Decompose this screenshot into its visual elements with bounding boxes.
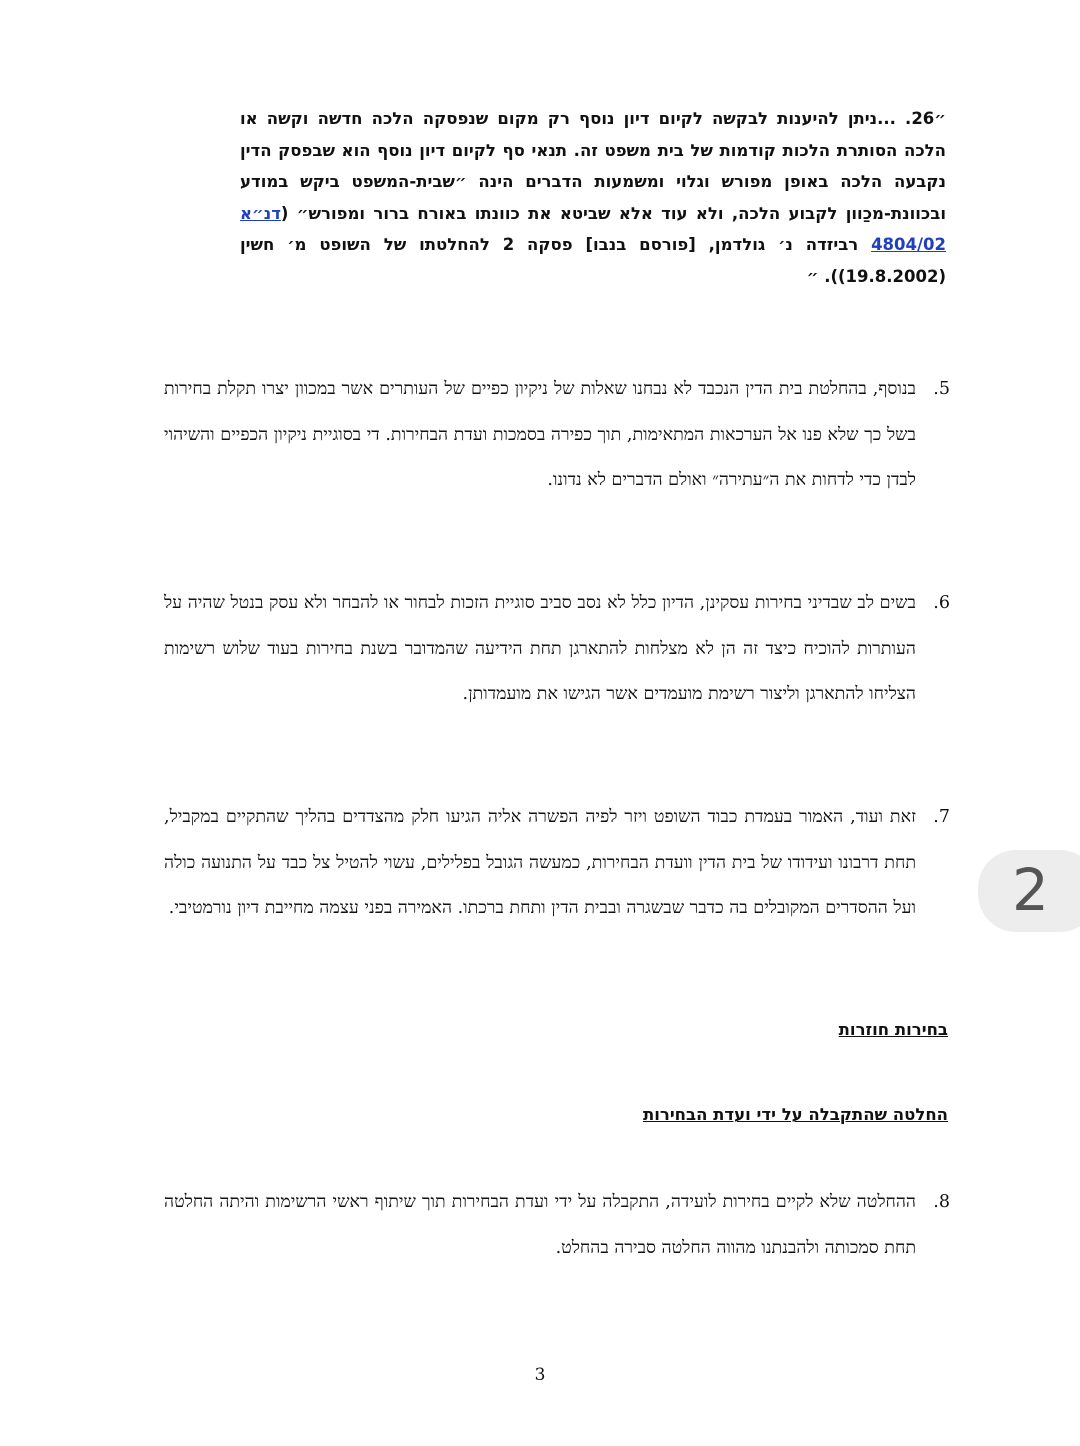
paragraph-8 [164, 1180, 950, 1271]
page-number: 3 [534, 1365, 546, 1385]
quote-text-after-link: רביזדה נ׳ גולדמן, [פורסם בנבו] פסקה 2 להחלטתו של השופט מ׳ חשין (19.8.2002)). ״ [240, 235, 946, 286]
paragraph-number: 8. [933, 1192, 950, 1212]
case-citation-link[interactable]: דנ״א 4804/02 [240, 203, 946, 254]
section-heading-repeat-elections: בחירות חוזרות [838, 1020, 948, 1039]
paragraph-6 [164, 581, 950, 718]
page-count-badge-label: 2 [1012, 856, 1049, 924]
paragraph-text: בשים לב שבדיני בחירות עסקינן, הדיון כלל לא נסב סביב סוגיית הזכות לבחור או להבחר ולא עסק בנטל שהיה על העותרות להוכיח כיצד זה הן לא מצלחות להתארגן תחת הידיעה שהמדובר בשנת בחירות בעוד שלוש רשימות הצליחו להתארגן וליצור רשימת מועמדים אשר הגישו את מועמדותן. [164, 593, 916, 704]
quote-text-before-link: ״26. ...ניתן להיענות לבקשה לקיום דיון נוסף רק מקום שנפסקה הלכה חדשה וקשה או הלכה הסותרת הלכות קודמות של בית משפט זה. תנאי סף לקיום דיון נוסף הוא שבפסק הדין נקבעה הלכה באופן מפורש וגלוי ומשמעות הדברים הינה ״שבית-המשפט ביקש במודע ובכוונת-מכַוון לקבוע הלכה, ולא עוד אלא שביטא את כוונתו באורח ברור ומפורש״ ( [240, 109, 946, 223]
paragraph-text: ההחלטה שלא לקיים בחירות לועידה, התקבלה על ידי ועדת הבחירות תוך שיתוף ראשי הרשימות והיתה החלטה תחת סמכותה ולהבנתנו מהווה החלטה סבירה בהחלט. [164, 1192, 916, 1258]
paragraph-number: 5. [933, 379, 950, 399]
paragraph-number: 6. [933, 593, 950, 613]
paragraph-text: בנוסף, בהחלטת בית הדין הנכבד לא נבחנו שאלות של ניקיון כפיים של העותרים אשר במכוון יצרו תקלת בחירות בשל כך שלא פנו אל הערכאות המתאימות, תוך כפירה בסמכות ועדת הבחירות. די בסוגיית ניקיון הכפיים והשיהוי לבדן כדי לדחות את ה״עתירה״ ואולם הדברים לא נדונו. [164, 379, 916, 490]
page-count-badge[interactable] [978, 850, 1080, 932]
paragraph-number: 7. [933, 807, 950, 827]
paragraph-text: זאת ועוד, האמור בעמדת כבוד השופט ויזר לפיה הפשרה אליה הגיעו חלק מהצדדים בהליך שהתקיים במקביל, תחת דרבונו ועידודו של בית הדין וועדת הבחירות, כמעשה הגובל בפלילים, עשוי להטיל צל כבד על התנועה כולה ועל ההסדרים המקובלים בה כדבר שבשגרה ובבית הדין ותחת ברכתו. האמירה בפני עצמה מחייבת דיון נורמטיבי. [164, 807, 916, 918]
legal-quote-block [240, 103, 946, 292]
section-heading-committee-decision: החלטה שהתקבלה על ידי ועדת הבחירות [642, 1105, 948, 1124]
paragraph-5 [164, 367, 950, 504]
paragraph-7 [164, 795, 950, 932]
